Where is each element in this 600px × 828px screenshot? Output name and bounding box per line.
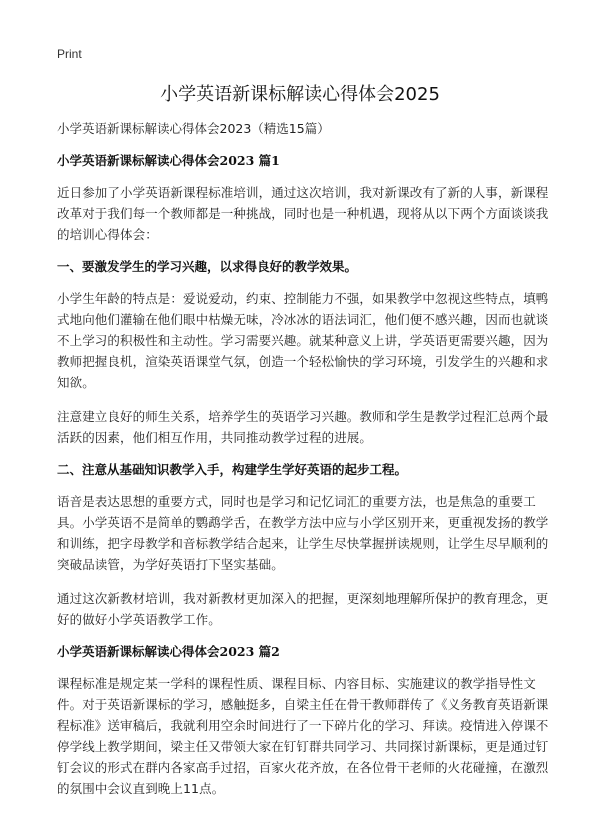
section-heading: 一、要激发学生的学习兴趣，以求得良好的教学效果。 [57, 259, 358, 274]
section-heading: 小学英语新课标解读心得体会2023 篇1 [57, 153, 280, 168]
paragraph: 注意建立良好的师生关系，培养学生的英语学习兴趣。教师和学生是教学过程汇总两个最活跃的因素，他们相互作用，共同推动教学过程的进展。 [57, 409, 549, 445]
article-subtitle: 小学英语新课标解读心得体会2023（精选15篇） [57, 121, 330, 136]
paragraph: 语音是表达思想的重要方式，同时也是学习和记忆词汇的重要方法，也是焦急的重要工具。小学英语不是简单的鹦鹉学舌，在教学方法中应与小学区别开来，更重视发扬的教学和训练，把字母教学和音标教学结合起来，让学生尽快掌握拼读规则，让学生尽早顺利的突破品读管，为学好英语打下坚实基础。 [57, 494, 549, 572]
section-heading: 小学英语新课标解读心得体会2023 篇2 [57, 644, 280, 659]
article-body [57, 120, 549, 812]
paragraph: 通过这次新教材培训，我对新教材更加深入的把握，更深刻地理解所保护的教育理念，更好的做好小学英语教学工作。 [57, 591, 549, 627]
paragraph: 课程标准是规定某一学科的课程性质、课程目标、内容目标、实施建议的教学指导性文件。对于英语新课标的学习，感触挺多，自梁主任在骨干教师群传了《义务教育英语新课程标准》送审稿后，我就利用空余时间进行了一下碎片化的学习、拜读。疫情进入停课不停学线上教学期间，梁主任又带领大家在钉钉群共同学习、共同探讨新课标，更是通过钉钉会议的形式在群内各家高手过招，百家火花齐放，在各位骨干老师的火花碰撞，在激烈的氛围中会议直到晚上11点。 [57, 676, 549, 796]
paragraph: 小学生年龄的特点是：爱说爱动，约束、控制能力不强，如果教学中忽视这些特点，填鸭式地向他们灌输在他们眼中枯燥无味，冷冰冰的语法词汇，他们便不感兴趣，因而也就谈不上学习的积极性和主动性。学习需要兴趣。就某种意义上讲，学英语更需要兴趣，因为教师把握良机，渲染英语课堂气氛，创造一个轻松愉快的学习环境，引发学生的兴趣和求知欲。 [57, 291, 549, 390]
page-title: 小学英语新课标解读心得体会2025 [160, 84, 440, 105]
paragraph: 近日参加了小学英语新课程标准培训，通过这次培训，我对新课改有了新的人事，新课程改革对于我们每一个教师都是一种挑战，同时也是一种机遇，现将从以下两个方面谈谈我的培训心得体会： [57, 185, 549, 242]
section-heading: 二、注意从基础知识教学入手，构建学生学好英语的起步工程。 [57, 462, 408, 477]
print-link[interactable]: Print [57, 47, 82, 61]
